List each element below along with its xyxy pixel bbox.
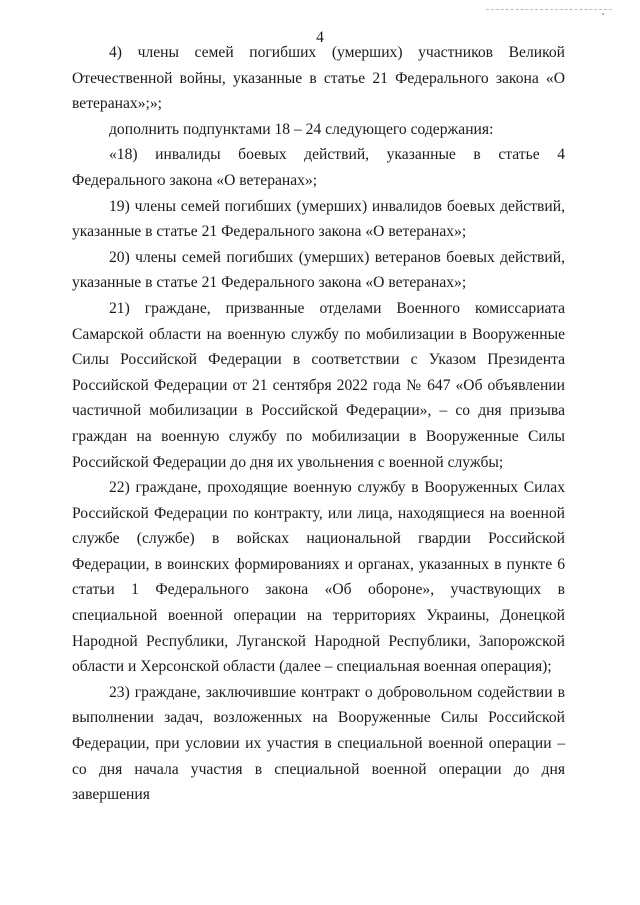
document-body [72,40,565,808]
scan-speck [602,13,604,15]
paragraph-item-4: 4) члены семей погибших (умерших) участников Великой Отечественной войны, указанные в статье 21 Федерального закона «О ветеранах»;»; [72,44,565,113]
page-number: 4 [316,29,324,46]
paragraph-item-19: 19) члены семей погибших (умерших) инвалидов боевых действий, указанные в статье 21 Федерального закона «О ветеранах»; [72,197,565,241]
paragraph-item-20: 20) члены семей погибших (умерших) ветеранов боевых действий, указанные в статье 21 Федерального закона «О ветеранах»; [72,248,565,292]
paragraph-item-18: «18) инвалиды боевых действий, указанные в статье 4 Федерального закона «О ветеранах»; [72,146,565,189]
paragraph-amendment-intro: дополнить подпунктами 18 – 24 следующего содержания: [109,120,494,138]
paragraph-item-21: 21) граждане, призванные отделами Военного комиссариата Самарской области на военную службу по мобилизации в Вооруженные Силы Российской Федерации в соответствии с Указом Президента Российской Федерации от 21 сентября 2022 года № 647 «Об объявлении частичной мобилизации в Российской Федерации», – со дня призыва граждан на военную службу по мобилизации в Вооруженные Силы Российской Федерации до дня их увольнения с военной службы; [72,299,565,471]
paragraph-item-23: 23) граждане, заключившие контракт о добровольном содействии в выполнении задач, возложенных на Вооруженные Силы Российской Федерации, при условии их участия в специальной военной операции – со дня начала участия в специальной военной операции до дня завершения [72,683,565,804]
header-rule [486,9,612,10]
paragraph-item-22: 22) граждане, проходящие военную службу в Вооруженных Силах Российской Федерации по контракту, или лица, находящиеся на военной службе (службе) в войсках национальной гвардии Российской Федерации, в воинских формированиях и органах, указанных в пункте 6 статьи 1 Федерального закона «Об обороне», участвующих в специальной военной операции на территориях Украины, Донецкой Народной Республики, Луганской Народной Республики, Запорожской области и Херсонской области (далее – специальная военная операция); [72,479,565,676]
